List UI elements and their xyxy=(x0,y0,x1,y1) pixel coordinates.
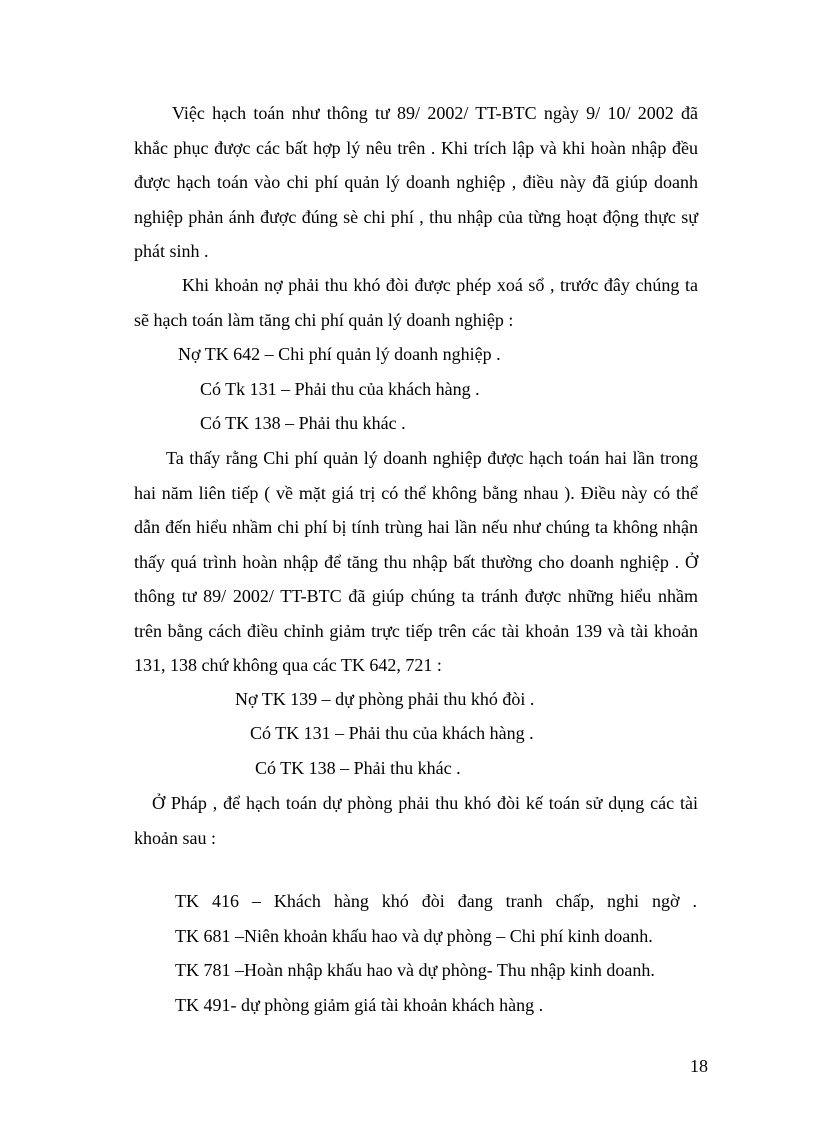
journal-entry-credit-138: Có TK 138 – Phải thu khác . xyxy=(200,413,406,433)
paragraph-double-counting: Ta thấy rằng Chi phí quản lý doanh nghiệp được hạch toán hai lần trong hai năm liên tiếp ( về mặt giá trị có thể không bằng nhau ). Điều này có thể dẫn đến hiểu nhầm chi phí bị tính trùng hai lần nếu như chúng ta không nhận thấy quá trình hoàn nhập để tăng thu nhập bất thường cho doanh nghiệp . Ở thông tư 89/ 2002/ TT-BTC đã giúp chúng ta tránh được những hiểu nhầm trên bằng cách điều chỉnh giảm trực tiếp trên các tài khoản 139 và tài khoản 131, 138 chứ không qua các TK 642, 721 : xyxy=(134,448,698,675)
journal-entry-credit-131-new: Có TK 131 – Phải thu của khách hàng . xyxy=(250,723,534,743)
page-number: 18 xyxy=(690,1056,708,1076)
account-item-781: TK 781 –Hoàn nhập khấu hao và dự phòng- Thu nhập kinh doanh. xyxy=(175,960,655,980)
account-item-681: TK 681 –Niên khoản khấu hao và dự phòng – Chi phí kinh doanh. xyxy=(175,925,653,946)
journal-entry-credit-131: Có Tk 131 – Phải thu của khách hàng . xyxy=(200,379,480,399)
journal-entry-debit-139: Nợ TK 139 – dự phòng phải thu khó đòi . xyxy=(235,689,535,709)
paragraph-write-off: Khi khoản nợ phải thu khó đòi được phép xoá sổ , trước đây chúng ta sẽ hạch toán làm tăng chi phí quản lý doanh nghiệp : xyxy=(134,275,698,330)
paragraph-circular-89: Việc hạch toán như thông tư 89/ 2002/ TT-BTC ngày 9/ 10/ 2002 đã khắc phục được các bất hợp lý nêu trên . Khi trích lập và khi hoàn nhập đều được hạch toán vào chi phí quản lý doanh nghiệp , điều này đã giúp doanh nghiệp phản ánh được đúng sè chi phí , thu nhập của từng hoạt động thực sự phát sinh . xyxy=(134,103,698,261)
account-item-416: TK 416 – Khách hàng khó đòi đang tranh chấp, nghi ngờ . xyxy=(175,891,697,911)
journal-entry-credit-138-new: Có TK 138 – Phải thu khác . xyxy=(255,758,461,778)
account-item-491: TK 491- dự phòng giảm giá tài khoản khách hàng . xyxy=(175,994,544,1015)
journal-entry-debit-642: Nợ TK 642 – Chi phí quản lý doanh nghiệp . xyxy=(178,344,501,364)
paragraph-france: Ở Pháp , để hạch toán dự phòng phải thu khó đòi kế toán sử dụng các tài khoản sau : xyxy=(134,793,698,848)
account-list xyxy=(175,884,697,1022)
